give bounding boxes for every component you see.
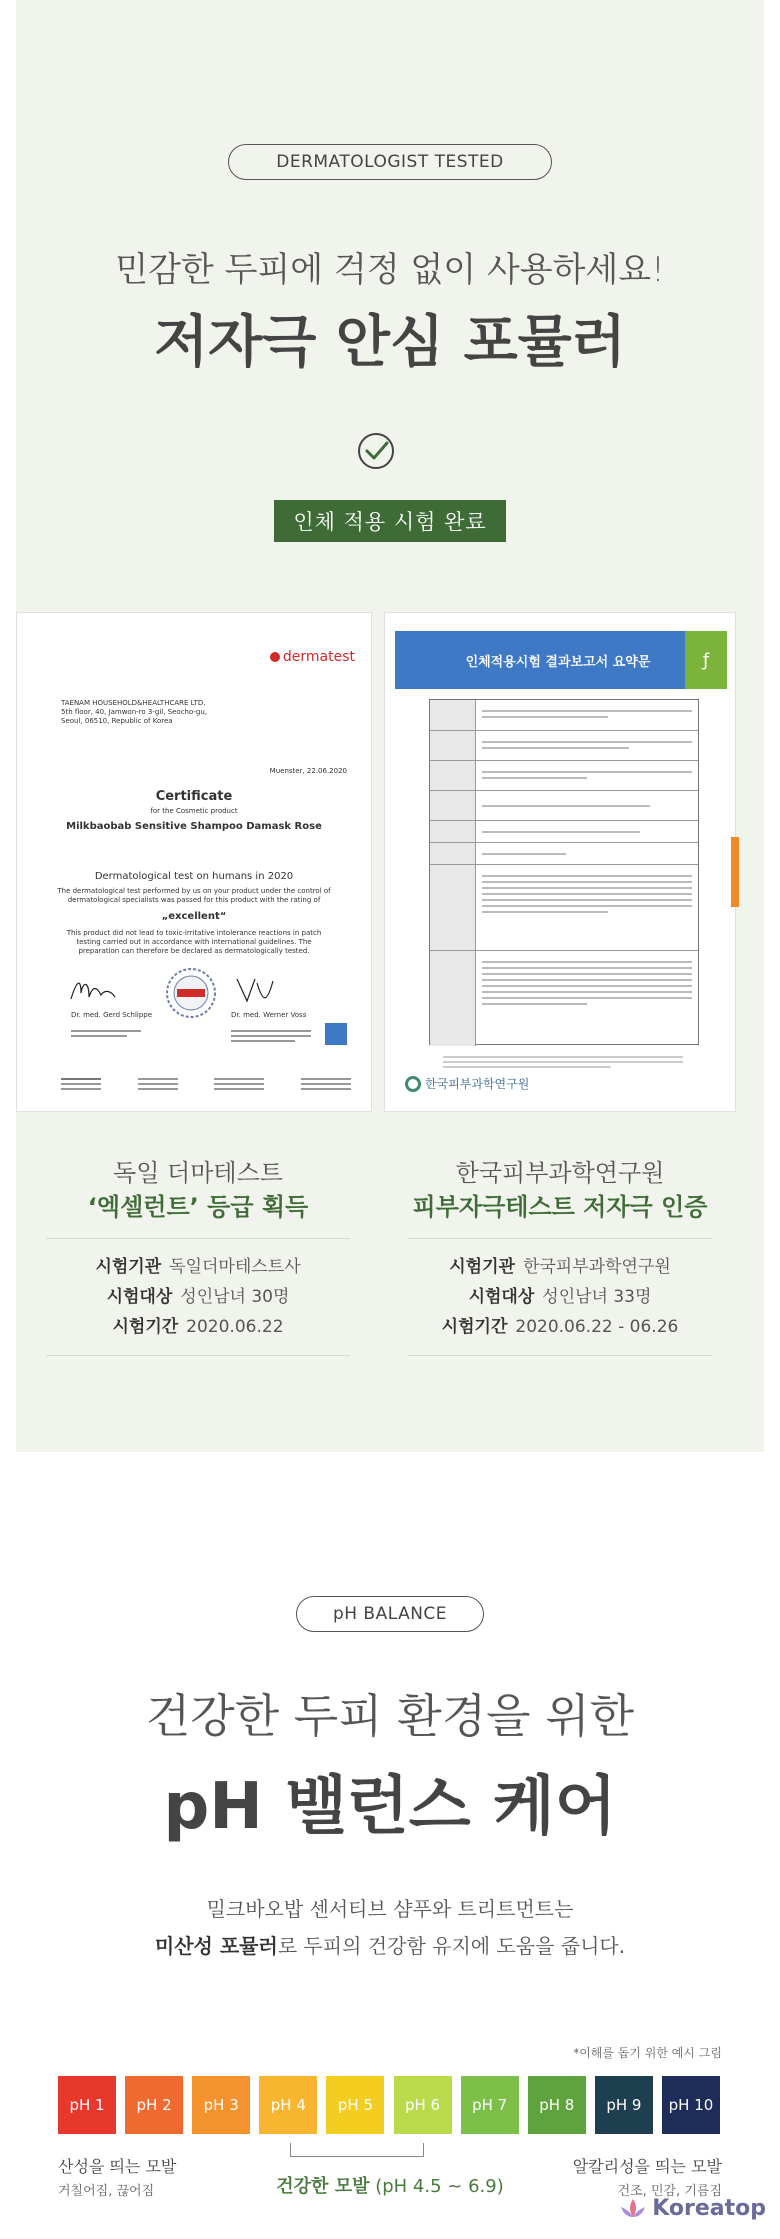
healthy-hair-label: 건강한 모발 (pH 4.5 ~ 6.9) xyxy=(276,2176,504,2197)
dermatologist-tested-pill: DERMATOLOGIST TESTED xyxy=(228,144,552,180)
left-org: 독일 더마테스트 xyxy=(113,1159,283,1187)
report-institute-logo: 한국피부과학연구원 xyxy=(405,1075,529,1092)
signature-1-name: Dr. med. Gerd Schlippe xyxy=(71,1011,153,1019)
left-period: 시험기간 2020.06.22 xyxy=(112,1317,284,1337)
ph-box: pH 6 xyxy=(394,2076,452,2134)
signature-1-details xyxy=(71,1027,141,1040)
healthy-range-bracket xyxy=(290,2143,424,2157)
cert-date: Muenster, 22.06.2020 xyxy=(269,767,347,775)
signature-2-name: Dr. med. Werner Voss xyxy=(231,1011,307,1019)
report-table xyxy=(429,699,699,1045)
ph-balance-pill: pH BALANCE xyxy=(296,1596,484,1632)
report-footnote xyxy=(443,1053,683,1071)
ph-box: pH 5 xyxy=(326,2076,384,2134)
certification-mark xyxy=(325,1023,347,1045)
right-institution: 시험기관 한국피부과학연구원 xyxy=(449,1257,671,1277)
cert-body-1: The dermatological test performed by us on your product under the control of xyxy=(57,887,331,895)
signature-2 xyxy=(233,973,279,1007)
clinical-report-summary xyxy=(384,612,736,1112)
cert-product: Milkbaobab Sensitive Shampoo Damask Rose xyxy=(66,821,322,832)
cert-footer xyxy=(61,1075,351,1093)
right-subjects: 시험대상 성인남녀 33명 xyxy=(468,1287,652,1307)
dermatest-certificate xyxy=(16,612,372,1112)
divider xyxy=(46,1355,350,1356)
ph-box: pH 9 xyxy=(595,2076,653,2134)
alkaline-hair-label: 알칼리성을 띄는 모발 xyxy=(572,2157,722,2176)
check-circle-icon xyxy=(357,432,395,470)
section2-title: pH 밸런스 케어 xyxy=(163,1770,617,1844)
divider xyxy=(408,1355,712,1356)
cert-address-1: TAENAM HOUSEHOLD&HEALTHCARE LTD. xyxy=(61,699,206,707)
signature-1 xyxy=(67,975,117,1005)
acidic-hair-sub: 거칠어짐, 끊어짐 xyxy=(58,2184,155,2199)
cert-body-2: dermatological specialists was passed for this product with the rating of xyxy=(67,896,321,904)
signature-2-details xyxy=(231,1027,311,1045)
right-achievement: 피부자극테스트 저자극 인증 xyxy=(412,1193,708,1221)
ph-box: pH 3 xyxy=(192,2076,250,2134)
ph-box: pH 2 xyxy=(125,2076,183,2134)
cert-body-4: testing carried out in accordance with international guidelines. The xyxy=(76,938,312,946)
cert-address-3: Seoul, 06510, Republic of Korea xyxy=(61,717,173,725)
right-period: 시험기간 2020.06.22 - 06.26 xyxy=(441,1317,679,1337)
cert-rating: „excellent“ xyxy=(161,911,227,922)
section2-description-1: 밀크바오밥 센서티브 샴푸와 트리트먼트는 xyxy=(206,1897,574,1921)
cert-body-3: This product did not lead to toxic-irritative intolerance reactions in patch xyxy=(66,929,322,937)
section1-subtitle: 민감한 두피에 걱정 없이 사용하세요! xyxy=(115,250,665,290)
dermatest-seal xyxy=(165,967,217,1019)
lotus-icon xyxy=(618,2197,648,2221)
ph-box: pH 7 xyxy=(461,2076,519,2134)
dermatest-logo: dermatest xyxy=(270,649,355,665)
section2-description-2: 미산성 포뮬러로 두피의 건강함 유지에 도움을 줍니다. xyxy=(154,1934,626,1958)
cert-test: Dermatological test on humans in 2020 xyxy=(94,871,294,882)
divider xyxy=(408,1238,712,1239)
section2-subtitle: 건강한 두피 환경을 위한 xyxy=(145,1689,635,1743)
ph-box: pH 10 xyxy=(662,2076,720,2134)
ph-box: pH 8 xyxy=(528,2076,586,2134)
ph-scale xyxy=(58,2076,720,2134)
report-side-tab xyxy=(731,837,739,907)
illustration-note: *이해를 돕기 위한 예시 그림 xyxy=(573,2046,722,2060)
report-logo-icon: ƒ xyxy=(685,631,727,689)
divider xyxy=(46,1238,350,1239)
clinical-test-badge: 인체 적용 시험 완료 xyxy=(274,500,506,542)
section1-title: 저자극 안심 포뮬러 xyxy=(154,310,626,375)
right-org: 한국피부과학연구원 xyxy=(455,1159,665,1187)
left-institution: 시험기관 독일더마테스트사 xyxy=(95,1257,301,1277)
cert-body-5: preparation can therefore be declared as dermatologically tested. xyxy=(78,947,310,955)
report-title: 인체적용시험 결과보고서 요약문 xyxy=(395,631,721,689)
cert-heading: Certificate xyxy=(155,789,233,804)
left-achievement: ‘엑셀런트’ 등급 획득 xyxy=(87,1193,309,1221)
left-subjects: 시험대상 성인남녀 30명 xyxy=(106,1287,290,1307)
cert-for: for the Cosmetic product xyxy=(150,807,238,815)
ph-box: pH 1 xyxy=(58,2076,116,2134)
acidic-hair-label: 산성을 띄는 모발 xyxy=(58,2157,177,2176)
alkaline-hair-sub: 건조, 민감, 기름짐 xyxy=(617,2184,722,2199)
koreatop-logo: Koreatop xyxy=(618,2196,766,2221)
ph-box: pH 4 xyxy=(259,2076,317,2134)
cert-address-2: 5th floor, 40, Jamwon-ro 3-gil, Seocho-gu, xyxy=(61,708,208,716)
